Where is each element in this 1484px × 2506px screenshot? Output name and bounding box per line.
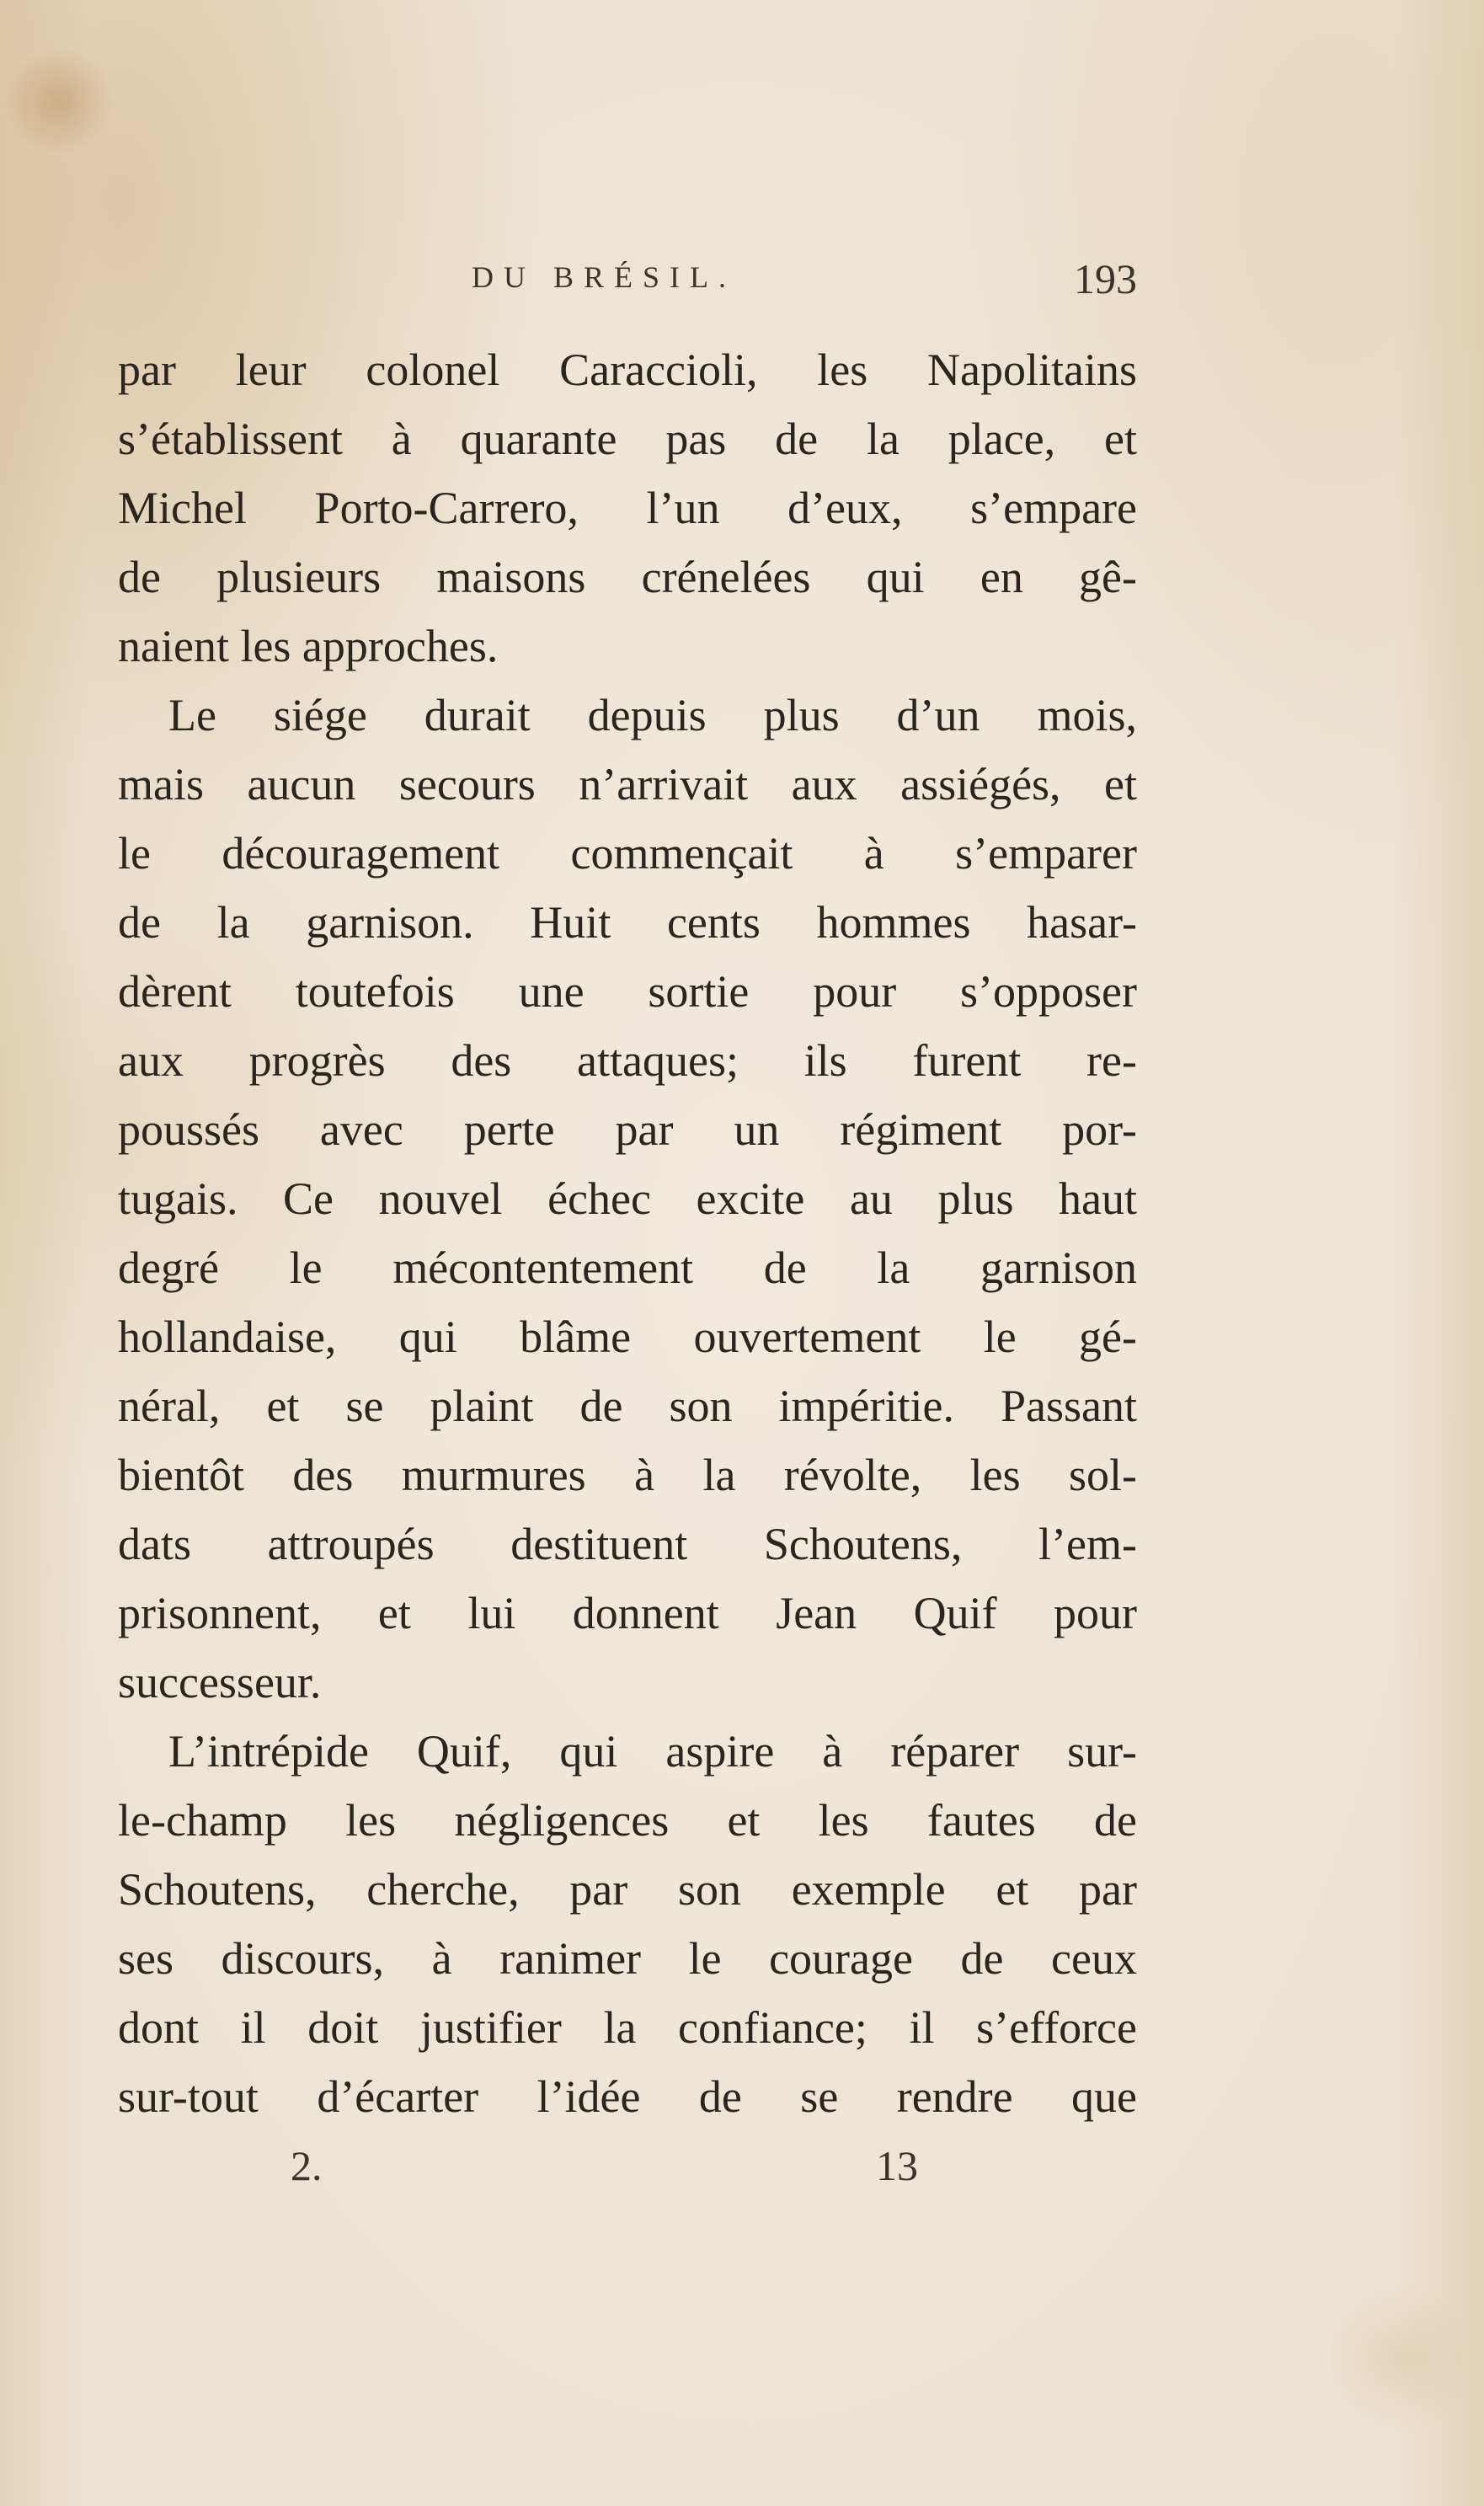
text-line: hollandaise, qui blâme ouvertement le gé-: [118, 1312, 1137, 1362]
running-title: DU BRÉSIL.: [472, 260, 737, 294]
signature-mark: 13: [876, 2142, 918, 2189]
text-line: tugais. Ce nouvel échec excite au plus haut: [118, 1173, 1137, 1224]
text-line: prisonnent, et lui donnent Jean Quif pour: [118, 1588, 1137, 1638]
text-line: dont il doit justifier la confiance; il s’efforce: [118, 2002, 1137, 2053]
text-line: le-champ les négligences et les fautes de: [118, 1795, 1137, 1846]
text-line: bientôt des murmures à la révolte, les sol-: [118, 1450, 1137, 1500]
age-stain: [1331, 2274, 1465, 2443]
text-line: degré le mécontentement de la garnison: [118, 1242, 1137, 1293]
text-line: Michel Porto-Carrero, l’un d’eux, s’empare: [118, 483, 1137, 533]
page-number: 193: [1074, 255, 1137, 302]
page-footer: [118, 2141, 1137, 2200]
text-line: s’établissent à quarante pas de la place, et: [118, 414, 1137, 464]
text-line: le découragement commençait à s’emparer: [118, 828, 1137, 879]
running-head: [118, 255, 1137, 310]
text-line: Schoutens, cherche, par son exemple et par: [118, 1864, 1137, 1915]
volume-number: 2.: [291, 2142, 323, 2189]
text-line: L’intrépide Quif, qui aspire à réparer sur-: [168, 1726, 1137, 1777]
body-text: [118, 335, 1137, 2131]
text-line: par leur colonel Caraccioli, les Napolitains: [118, 345, 1137, 395]
text-line: poussés avec perte par un régiment por-: [118, 1104, 1137, 1155]
text-line: ses discours, à ranimer le courage de ceux: [118, 1933, 1137, 1984]
text-line: dèrent toutefois une sortie pour s’opposer: [118, 966, 1137, 1017]
age-stain: [0, 51, 118, 152]
text-line: Le siége durait depuis plus d’un mois,: [168, 690, 1137, 740]
text-line: de la garnison. Huit cents hommes hasar-: [118, 897, 1137, 948]
text-line: successeur.: [118, 1657, 322, 1707]
text-line: de plusieurs maisons crénelées qui en gê-: [118, 552, 1137, 602]
text-line: sur-tout d’écarter l’idée de se rendre que: [118, 2071, 1137, 2122]
text-line: néral, et se plaint de son impéritie. Passant: [118, 1381, 1137, 1431]
text-line: dats attroupés destituent Schoutens, l’em-: [118, 1519, 1137, 1569]
text-line: aux progrès des attaques; ils furent re-: [118, 1035, 1137, 1086]
text-line: naient les approches.: [118, 621, 499, 671]
text-line: mais aucun secours n’arrivait aux assiégés, et: [118, 759, 1137, 810]
